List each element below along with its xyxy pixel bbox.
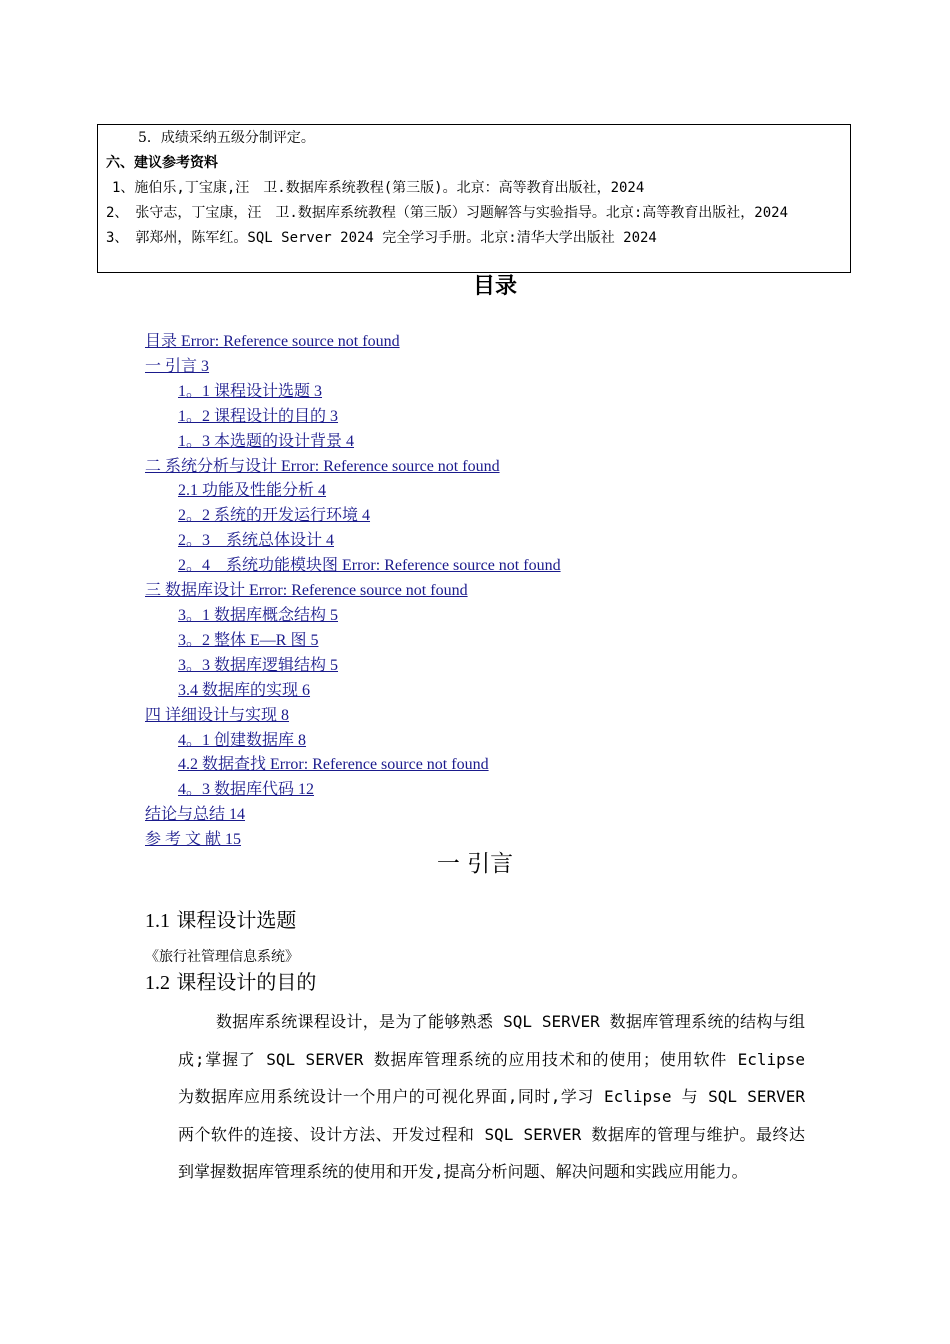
purpose-paragraph: 数据库系统课程设计，是为了能够熟悉 SQL SERVER 数据库管理系统的结构与组成;掌握了 SQL SERVER 数据库管理系统的应用技术和的使用；使用软件 Eclipse 为数据库应用系统设计一个用户的可视化界面,同时,学习 Eclipse 与 SQL SERVER 两个软件的连接、设计方法、开发过程和 SQL SERVER 数据库的管理与维护。最终达到掌握数据库管理系统的使用和开发,提高分析问题、解决问题和实践应用能力。 bbox=[178, 1012, 805, 1182]
section-title: 课程设计的目的 bbox=[176, 970, 317, 994]
reference-item: 3、 郭郑州，陈军红。SQL Server 2024 完全学习手册。北京:清华大学出版社 2024 bbox=[106, 230, 657, 246]
topic-text: 《旅行社管理信息系统》 bbox=[145, 949, 299, 965]
toc-entry[interactable]: 3。2 整体 E—R 图 5 bbox=[178, 631, 319, 649]
toc-entry[interactable]: 4。3 数据库代码 12 bbox=[178, 781, 315, 799]
requirements-box bbox=[97, 124, 851, 273]
toc-entry[interactable]: 2。2 系统的开发运行环境 4 bbox=[178, 507, 371, 525]
reference-item: 1、施伯乐,丁宝康,汪 卫.数据库系统教程(第三版)。北京：高等教育出版社，2024 bbox=[112, 180, 645, 196]
toc-entry[interactable]: 2.1 功能及性能分析 4 bbox=[178, 482, 327, 500]
references-heading: 六、建议参考资料 bbox=[106, 155, 218, 171]
toc-entry[interactable]: 四 详细设计与实现 8 bbox=[145, 706, 290, 724]
section-number: 1.2 bbox=[145, 972, 170, 994]
toc-entry[interactable]: 2。4 系统功能模块图 Error: Reference source not found bbox=[178, 557, 561, 575]
toc-entry[interactable]: 3。1 数据库概念结构 5 bbox=[178, 606, 339, 624]
toc-entry[interactable]: 1。3 本选题的设计背景 4 bbox=[178, 432, 355, 450]
toc-entry[interactable]: 3.4 数据库的实现 6 bbox=[178, 681, 311, 699]
reference-item: 2、 张守志，丁宝康，汪 卫.数据库系统教程（第三版）习题解答与实验指导。北京:高等教育出版社，2024 bbox=[106, 205, 788, 221]
toc-entry[interactable]: 1。1 课程设计选题 3 bbox=[178, 382, 323, 400]
section-heading-1-2 bbox=[145, 968, 316, 997]
toc-entry[interactable]: 二 系统分析与设计 Error: Reference source not found bbox=[145, 457, 500, 475]
toc-entry[interactable]: 4.2 数据查找 Error: Reference source not found bbox=[178, 756, 489, 774]
toc-entry[interactable]: 4。1 创建数据库 8 bbox=[178, 731, 307, 749]
toc-entry[interactable]: 结论与总结 14 bbox=[145, 806, 246, 824]
toc-entry[interactable]: 2。3 系统总体设计 4 bbox=[178, 532, 335, 550]
toc-title: 目录 bbox=[472, 274, 517, 299]
chapter-title: 一 引言 bbox=[436, 851, 514, 877]
grading-item: 5．成绩采纳五级分制评定。 bbox=[138, 130, 315, 146]
section-title: 课程设计选题 bbox=[176, 908, 297, 932]
section-heading-1-1 bbox=[145, 906, 296, 935]
toc-entry[interactable]: 三 数据库设计 Error: Reference source not found bbox=[145, 582, 468, 600]
toc-entry[interactable]: 参 考 文 献 15 bbox=[145, 831, 242, 849]
table-of-contents bbox=[145, 330, 561, 853]
toc-entry[interactable]: 3。3 数据库逻辑结构 5 bbox=[178, 656, 339, 674]
section-number: 1.1 bbox=[145, 910, 170, 932]
toc-entry[interactable]: 目录 Error: Reference source not found bbox=[145, 333, 400, 350]
toc-entry[interactable]: 一 引言 3 bbox=[145, 357, 210, 375]
toc-entry[interactable]: 1。2 课程设计的目的 3 bbox=[178, 407, 339, 425]
